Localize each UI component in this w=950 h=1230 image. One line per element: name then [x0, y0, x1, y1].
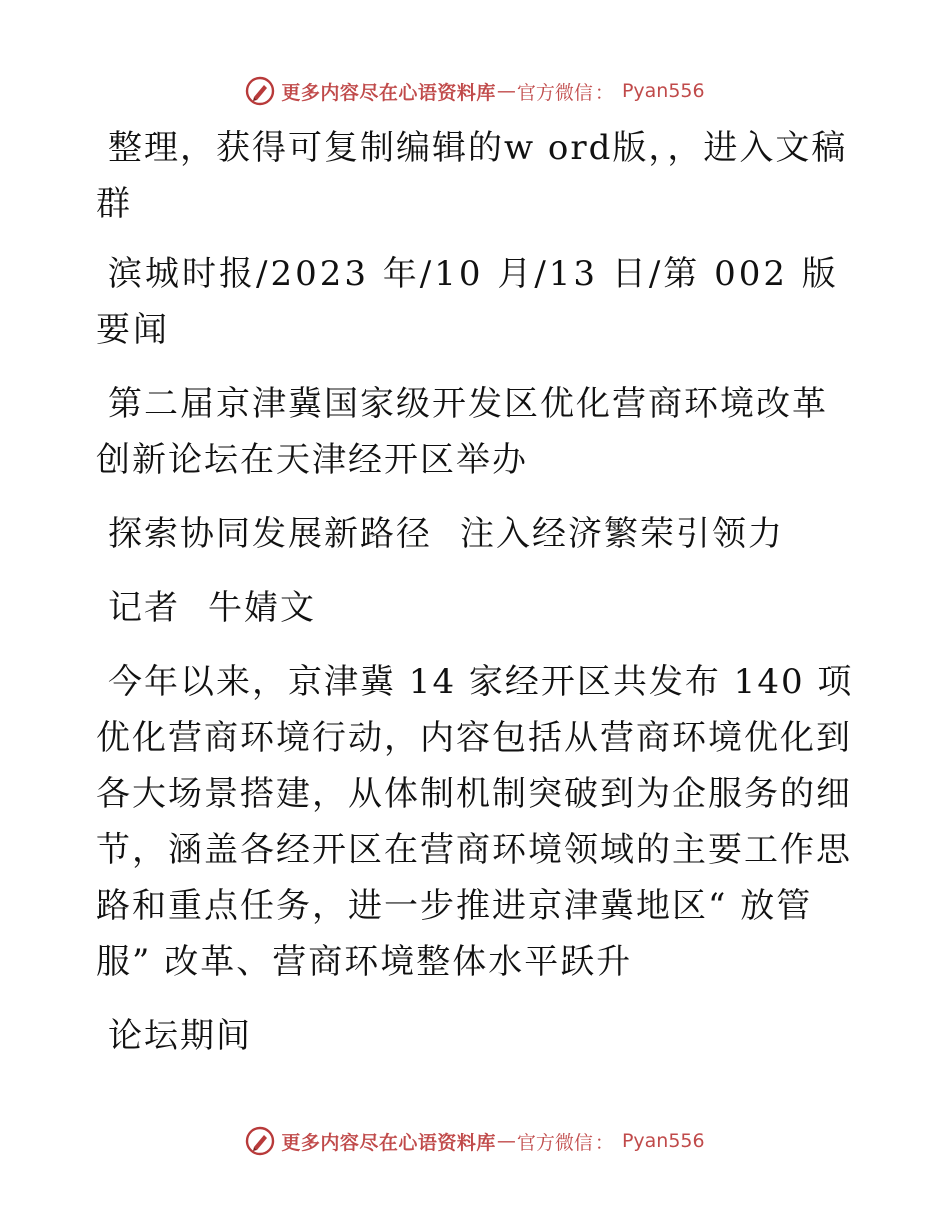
footer-separator: ： [594, 1131, 614, 1154]
footer-wechat-id: Pyan556 [621, 1130, 705, 1152]
header-brand-text: 更多内容尽在心语资料库 [281, 81, 496, 104]
reporter-label: 记者 [108, 588, 180, 628]
intro-paragraph: 整理，获得可复制编辑的w ord版，，进入文稿群 [96, 128, 848, 224]
header-wechat-label: 官方微信 [516, 81, 593, 104]
footer-watermark [0, 1124, 950, 1158]
reporter-line [96, 580, 856, 636]
pen-logo-icon [245, 1126, 275, 1156]
header-dash: — [496, 80, 516, 102]
footer-wechat-label: 官方微信 [516, 1131, 593, 1154]
tail-paragraph: 论坛期间 [108, 1016, 252, 1056]
header-wechat-id: Pyan556 [621, 80, 705, 102]
subtitle-right: 注入经济繁荣引领力 [460, 514, 784, 554]
article-title: 第二届京津冀国家级开发区优化营商环境改革创新论坛在天津经开区举办 [96, 384, 828, 480]
article-subtitle [96, 506, 856, 562]
pen-logo-icon [245, 76, 275, 106]
footer-dash: — [496, 1130, 516, 1152]
footer-brand-text: 更多内容尽在心语资料库 [281, 1131, 496, 1154]
subtitle-left: 探索协同发展新路径 [108, 514, 432, 554]
document-body [96, 120, 856, 1082]
header-watermark [0, 74, 950, 108]
reporter-name: 牛婧文 [208, 588, 316, 628]
dateline: 滨城时报/2023 年/10 月/13 日/第 002 版要闻 [96, 254, 839, 350]
body-paragraph: 今年以来，京津冀 14 家经开区共发布 140 项优化营商环境行动，内容包括从营商环境优化到各大场景搭建，从体制机制突破到为企服务的细节，涵盖各经开区在营商环境领域的主要工作思路和重点任务，进一步推进京津冀地区“ 放管服” 改革、营商环境整体水平跃升 [96, 662, 854, 982]
header-separator: ： [594, 81, 614, 104]
